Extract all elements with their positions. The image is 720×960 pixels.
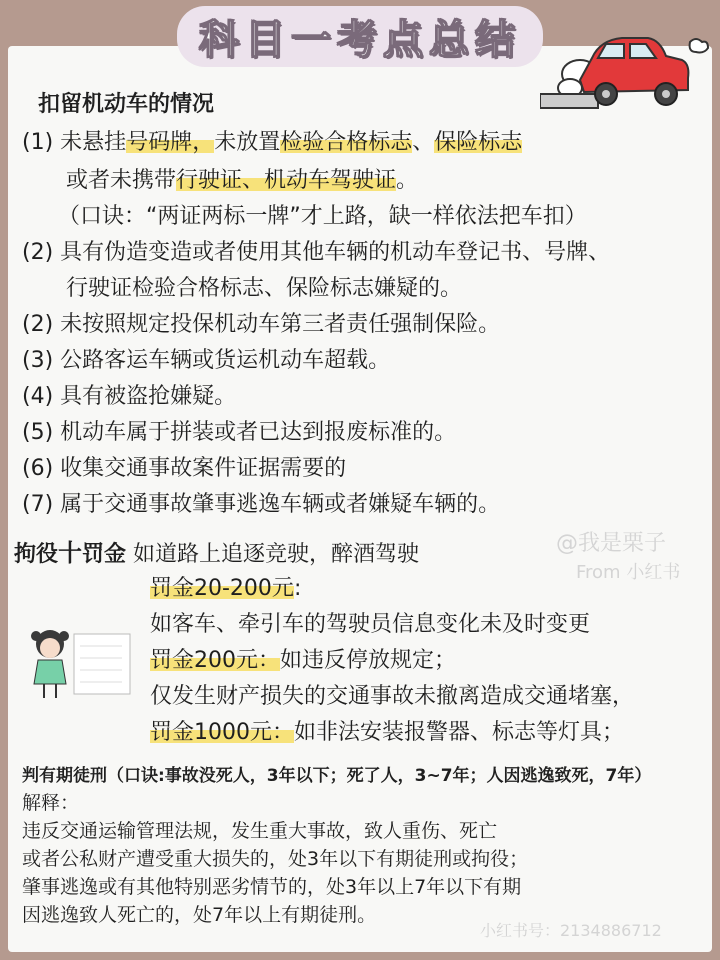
- fine-2-example: 如违反停放规定；: [280, 648, 457, 673]
- item-number: (6): [22, 456, 54, 481]
- item-4-text: 具有被盗抢嫌疑。: [60, 384, 237, 409]
- item-number: (5): [22, 420, 54, 445]
- item-number: (4): [22, 384, 54, 409]
- item-2a-line1: [22, 238, 610, 268]
- highlight-insurance-mark: 保险标志: [434, 130, 523, 155]
- item-2a-text: 具有伪造变造或者使用其他车辆的机动车登记书、号牌、: [60, 240, 611, 265]
- highlight-licenses: 行驶证、机动车驾驶证: [176, 168, 397, 193]
- highlight-fine-1000: 罚金1000元：: [150, 720, 294, 745]
- detention-example: 如道路上追逐竞驶，醉酒驾驶: [133, 542, 420, 567]
- highlight-fine-200: 罚金200元：: [150, 648, 280, 673]
- item-5: [22, 418, 456, 448]
- explanation-line-1: 违反交通运输管理法规，发生重大事故，致人重伤、死亡: [22, 820, 498, 842]
- item-number: (3): [22, 348, 54, 373]
- item-4: [22, 382, 236, 412]
- label-detention: 拘役: [14, 542, 59, 567]
- explanation-line-4: 因逃逸致人死亡的，处7年以上有期徒刑。: [22, 904, 377, 926]
- car-illustration: [540, 28, 712, 112]
- fine-3-row: [150, 718, 624, 748]
- fine-1-row: [150, 574, 301, 604]
- explanation-line-2: 或者公私财产遭受重大损失的，处3年以下有期徒刑或拘役；: [22, 848, 529, 870]
- fine-1-colon: :: [293, 576, 302, 601]
- item-1-line2: [66, 166, 418, 196]
- item-6: [22, 454, 346, 484]
- item-1-text: 未悬挂: [60, 130, 127, 155]
- girl-illustration: [26, 624, 136, 704]
- item-number: (2): [22, 240, 54, 265]
- item-number: (2): [22, 312, 54, 337]
- item-1-mnemonic: （口诀：“两证两标一牌”才上路，缺一样依法把车扣）: [58, 204, 587, 229]
- item-3: [22, 346, 390, 376]
- item-7-text: 属于交通事故肇事逃逸车辆或者嫌疑车辆的。: [60, 492, 501, 517]
- item-1-text: 或者未携带: [66, 168, 177, 193]
- highlight-fine-20-200: 罚金20-200元: [150, 576, 294, 601]
- fine-2-row: [150, 646, 456, 676]
- highlight-inspection-mark: 检验合格标志: [280, 130, 413, 155]
- item-2a-line2: 行驶证检验合格标志、保险标志嫌疑的。: [66, 276, 463, 301]
- section-heading-imprisonment: 判有期徒刑（口诀:事故没死人，3年以下；死了人，3~7年；人因逃逸致死，7年）: [22, 766, 652, 786]
- item-number: (1): [22, 130, 54, 155]
- item-6-text: 收集交通事故案件证据需要的: [60, 456, 347, 481]
- item-1-text: 、: [412, 130, 435, 155]
- item-1-line1: [22, 128, 522, 158]
- section-heading-detain: 扣留机动车的情况: [38, 92, 215, 117]
- item-3-text: 公路客运车辆或货运机动车超载。: [60, 348, 391, 373]
- plus-sign: 十: [58, 539, 83, 567]
- fine-2-example-extra: 仅发生财产损失的交通事故未撤离造成交通堵塞，: [150, 684, 635, 709]
- item-2b-text: 未按照规定投保机动车第三者责任强制保险。: [60, 312, 501, 337]
- item-5-text: 机动车属于拼装或者已达到报废标准的。: [60, 420, 457, 445]
- fine-3-example: 如非法安装报警器、标志等灯具；: [294, 720, 625, 745]
- item-number: (7): [22, 492, 54, 517]
- page-title: 科目一考点总结: [177, 6, 543, 67]
- watermark-id: 小红书号：2134886712: [480, 921, 662, 940]
- highlight-plate: 号码牌，: [126, 130, 215, 155]
- item-1-text: 未放置: [214, 130, 281, 155]
- item-7: [22, 490, 500, 520]
- watermark-source: From 小红书: [576, 562, 681, 583]
- detention-fine-row: [14, 538, 419, 570]
- item-2b: [22, 310, 500, 340]
- fine-1-example: 如客车、牵引车的驾驶员信息变化未及时变更: [150, 612, 591, 637]
- item-1-text: 。: [396, 168, 419, 193]
- explanation-label: 解释：: [22, 792, 80, 814]
- watermark-author: @我是栗子: [556, 531, 667, 556]
- explanation-line-3: 肇事逃逸或有其他特别恶劣情节的，处3年以上7年以下有期: [22, 876, 522, 898]
- label-fine: 罚金: [82, 542, 127, 567]
